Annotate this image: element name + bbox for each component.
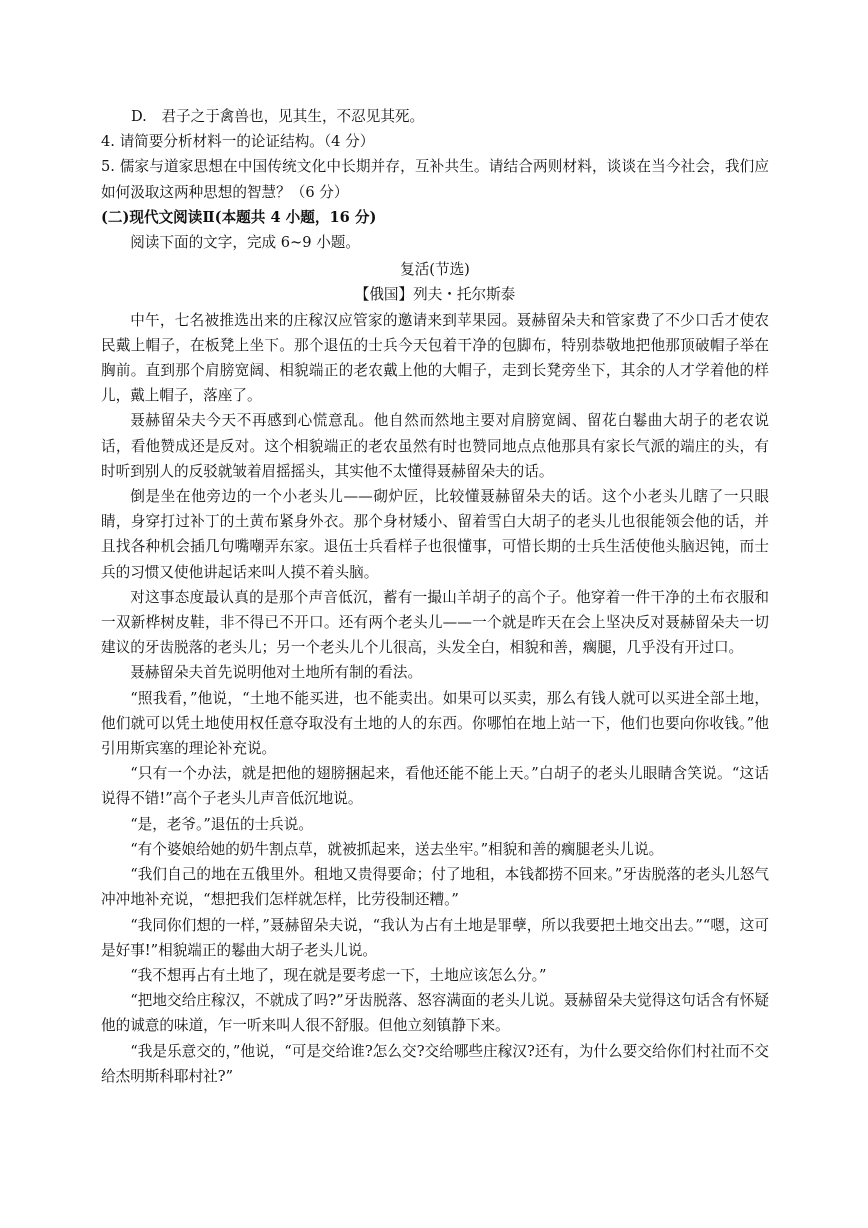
question-5: 5. 儒家与道家思想在中国传统文化中长期并存，互补共生。请结合两则材料，谈谈在当今社会，我们应如何汲取这两种思想的智慧？（6 分）	[101, 158, 769, 201]
article-paragraph: 中午，七名被推选出来的庄稼汉应管家的邀请来到苹果园。聂赫留朵夫和管家费了不少口舌才使农民戴上帽子，在板凳上坐下。那个退伍的士兵今天包着干净的包脚布，特别恭敬地把他那顶破帽子举在胸前。直到那个肩膀宽阔、相貌端正的老农戴上他的大帽子，走到长凳旁坐下，其余的人才学着他的样儿，戴上帽子，落座了。	[101, 311, 769, 405]
article-paragraph: “是，老爷。”退伍的士兵说。	[130, 815, 313, 833]
article-paragraph: “有个婆娘给她的奶牛割点草，就被抓起来，送去坐牢。”相貌和善的瘸腿老头儿说。	[130, 840, 664, 858]
article-paragraph: “我是乐意交的，”他说，“可是交给谁?怎么交?交给哪些庄稼汉?还有，为什么要交给你们村社而不交给杰明斯科耶村社?”	[101, 1042, 769, 1085]
article-author: 【俄国】列夫・托尔斯泰	[354, 286, 516, 304]
article-paragraph: 对这事态度最认真的是那个声音低沉，蓄有一撮山羊胡子的高个子。他穿着一件干净的土布衣服和一双新桦树皮鞋，非不得已不开口。还有两个老头儿——一个就是昨天在会上坚决反对聂赫留朵夫一切建议的牙齿脱落的老头儿；另一个老头儿个儿很高，头发全白，相貌和善，瘸腿，几乎没有开过口。	[101, 588, 769, 657]
article-title: 复活(节选)	[400, 261, 470, 279]
article-paragraph: “只有一个办法，就是把他的翅膀捆起来，看他还能不能上天。”白胡子的老头儿眼睛含笑说。“这话说得不错!”高个子老头儿声音低沉地说。	[101, 765, 769, 808]
question-4: 4. 请简要分析材料一的论证结构。（4 分）	[101, 133, 375, 151]
article-paragraph: “照我看，”他说，“土地不能买进，也不能卖出。如果可以买卖，那么有钱人就可以买进全部土地，他们就可以凭土地使用权任意夺取没有土地的人的东西。你哪怕在地上站一下，他们也要向你收钱。”他引用斯宾塞的理论补充说。	[101, 689, 769, 758]
section-heading: (二)现代文阅读Ⅱ(本题共 4 小题，16 分)	[101, 208, 377, 226]
article-paragraph: “我们自己的地在五俄里外。租地又贵得要命；付了地租，本钱都捞不回来。”牙齿脱落的老头儿怒气冲冲地补充说，“想把我们怎样就怎样，比劳役制还糟。”	[101, 866, 769, 909]
article-paragraph: “我不想再占有土地了，现在就是要考虑一下，土地应该怎么分。”	[130, 966, 547, 984]
article-paragraph: 倒是坐在他旁边的一个小老头儿——砌炉匠，比较懂聂赫留朵夫的话。这个小老头儿瞎了一只眼睛，身穿打过补丁的土黄布紧身外衣。那个身材矮小、留着雪白大胡子的老头儿也很能领会他的话，并且找各种机会插几句嘴嘲弄东家。退伍士兵看样子也很懂事，可惜长期的士兵生活使他头脑迟钝，而士兵的习惯又使他讲起话来叫人摸不着头脑。	[101, 488, 769, 581]
article-paragraph: “把地交给庄稼汉，不就成了吗?”牙齿脱落、怒容满面的老头儿说。聂赫留朵夫觉得这句话含有怀疑他的诚意的味道，乍一听来叫人很不舒服。但他立刻镇静下来。	[101, 992, 769, 1035]
document-content	[101, 104, 769, 1089]
article-paragraph: 聂赫留朵夫首先说明他对土地所有制的看法。	[130, 664, 423, 682]
article-paragraph: “我同你们想的一样，”聂赫留朵夫说，“我认为占有土地是罪孽，所以我要把土地交出去。”“嗯，这可是好事!”相貌端正的鬈曲大胡子老头儿说。	[101, 916, 769, 959]
article-paragraph: 聂赫留朵夫今天不再感到心慌意乱。他自然而然地主要对肩膀宽阔、留花白鬈曲大胡子的老农说话，看他赞成还是反对。这个相貌端正的老农虽然有时也赞同地点点他那具有家长气派的端庄的头，有时听到别人的反驳就皱着眉摇摇头，其实他不太懂得聂赫留朵夫的话。	[101, 412, 769, 480]
section-instruction: 阅读下面的文字，完成 6~9 小题。	[130, 234, 360, 252]
option-d: D. 君子之于禽兽也，见其生，不忍见其死。	[131, 108, 425, 125]
